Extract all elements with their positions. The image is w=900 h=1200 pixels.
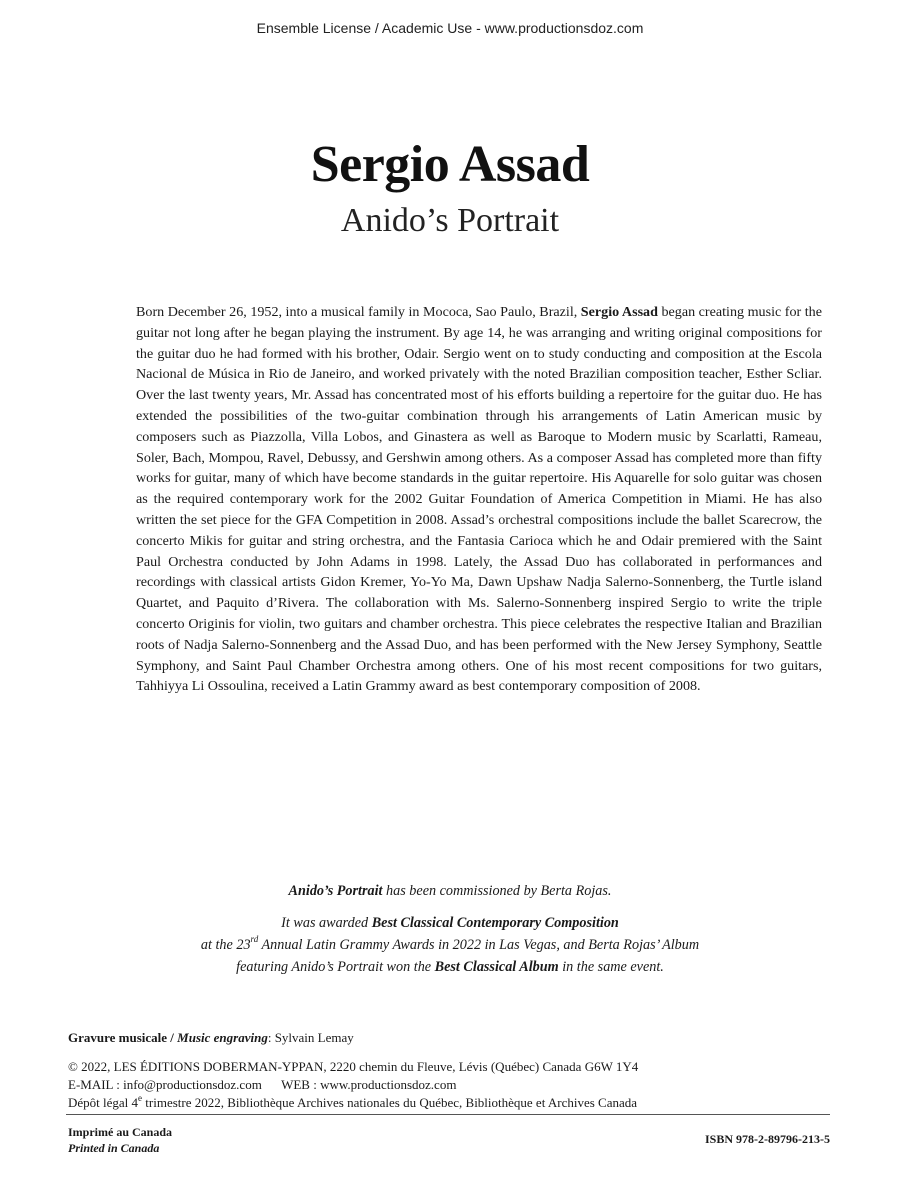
biography-paragraph — [136, 302, 822, 697]
grammy-line — [0, 934, 900, 956]
engraving-credit — [68, 1030, 354, 1046]
engraving-label-fr: Gravure musicale / — [68, 1030, 178, 1045]
bio-composer-name: Sergio Assad — [580, 304, 658, 320]
copyright-block — [68, 1058, 638, 1112]
printed-fr: Imprimé au Canada — [68, 1125, 173, 1139]
license-header: Ensemble License / Academic Use - www.productionsdoz.com — [256, 20, 644, 36]
bio-text-start: Born December 26, 1952, into a musical family in Mococa, Sao Paulo, Brazil, — [136, 304, 581, 320]
award-line — [0, 912, 900, 934]
isbn: ISBN 978-2-89796-213-5 — [705, 1132, 830, 1146]
legal-deposit-line — [68, 1094, 638, 1112]
commission-credits — [0, 880, 900, 978]
contact-line: E-MAIL : info@productionsdoz.com WEB : www.productionsdoz.com — [68, 1077, 457, 1092]
album-award: Best Classical Album — [434, 959, 559, 975]
bio-text-rest: began creating music for the guitar not long after he began playing the instrument. By age 14, he was arranging and writing original compositions for the guitar duo he had formed with his brother, Odair. Sergio went on to study conducting and composition at the Escola Nacional de Música in Rio de Janeiro, and worked privately with the noted Brazilian composition teacher, Esther Scliar. Over the last twenty years, Mr. Assad has concentrated most of his efforts building a repertoire for the guitar duo. He has extended the possibilities of the two-guitar combination through his arrangements of Latin American music by composers such as Piazzolla, Villa Lobos, and Ginastera as well as Baroque to Modern music by Scarlatti, Rameau, Soler, Bach, Mompou, Ravel, Debussy, and Gershwin among others. As a composer Assad has completed more than fifty works for guitar, many of which have become standards in the guitar repertoire. His Aquarelle for solo guitar was chosen as the required contemporary work for the 2002 Guitar Foundation of America Competition in Miami. He has also written the set piece for the GFA Competition in 2008. Assad’s orchestral compositions include the ballet Scarecrow, the concerto Mikis for guitar and string orchestra, and the Fantasia Carioca which he and Odair premiered with the Saint Paul Orchestra conducted by John Adams in 1998. Lately, the Assad Duo has collaborated in performances and recordings with classical artists Gidon Kremer, Yo-Yo Ma, Dawn Upshaw Nadja Salerno-Sonnenberg, the Turtle island Quartet, and Paquito d’Rivera. The collaboration with Ms. Salerno-Sonnenberg inspired Sergio to write the triple concerto Originis for violin, two guitars and chamber orchestra. This piece celebrates the respective Italian and Brazilian roots of Nadja Salerno-Sonnenberg and the Assad Duo, and has been performed with the New Jersey Symphony, Seattle Symphony, and Saint Paul Chamber Orchestra among others. One of his most recent compositions for two guitars, Tahhiyya Li Ossoulina, received a Latin Grammy award as best contemporary composition of 2008. — [136, 304, 822, 695]
deposit-text-a: Dépôt légal 4 — [68, 1095, 139, 1110]
deposit-ordinal: e — [138, 1092, 143, 1103]
album-text-b: in the same event. — [558, 959, 664, 975]
commission-title: Anido’s Portrait — [288, 883, 383, 899]
composer-name: Sergio Assad — [310, 136, 590, 193]
piece-title: Anido’s Portrait — [340, 202, 560, 239]
award-name: Best Classical Contemporary Composition — [371, 915, 619, 931]
copyright-line: © 2022, LES ÉDITIONS DOBERMAN-YPPAN, 2220 chemin du Fleuve, Lévis (Québec) Canada G6W 1Y4 — [68, 1059, 639, 1074]
printed-en: Printed in Canada — [68, 1141, 160, 1155]
engraving-label-en: Music engraving — [177, 1030, 268, 1045]
album-line — [0, 956, 900, 978]
grammy-text-b: Annual Latin Grammy Awards in 2022 in Las Vegas, and Berta Rojas’ Album — [258, 937, 700, 953]
album-text-a: featuring Anido’s Portrait won the — [236, 959, 435, 975]
footer-divider — [66, 1114, 830, 1115]
engraver-name: : Sylvain Lemay — [267, 1030, 354, 1045]
award-intro: It was awarded — [281, 915, 372, 931]
printed-in — [68, 1124, 172, 1156]
deposit-text-b: trimestre 2022, Bibliothèque Archives nationales du Québec, Bibliothèque et Archives Canada — [142, 1095, 638, 1110]
grammy-text-a: at the 23 — [200, 937, 251, 953]
commission-text: has been commissioned by Berta Rojas. — [382, 883, 612, 899]
commission-line — [0, 880, 900, 902]
ordinal-suffix: rd — [250, 934, 259, 945]
